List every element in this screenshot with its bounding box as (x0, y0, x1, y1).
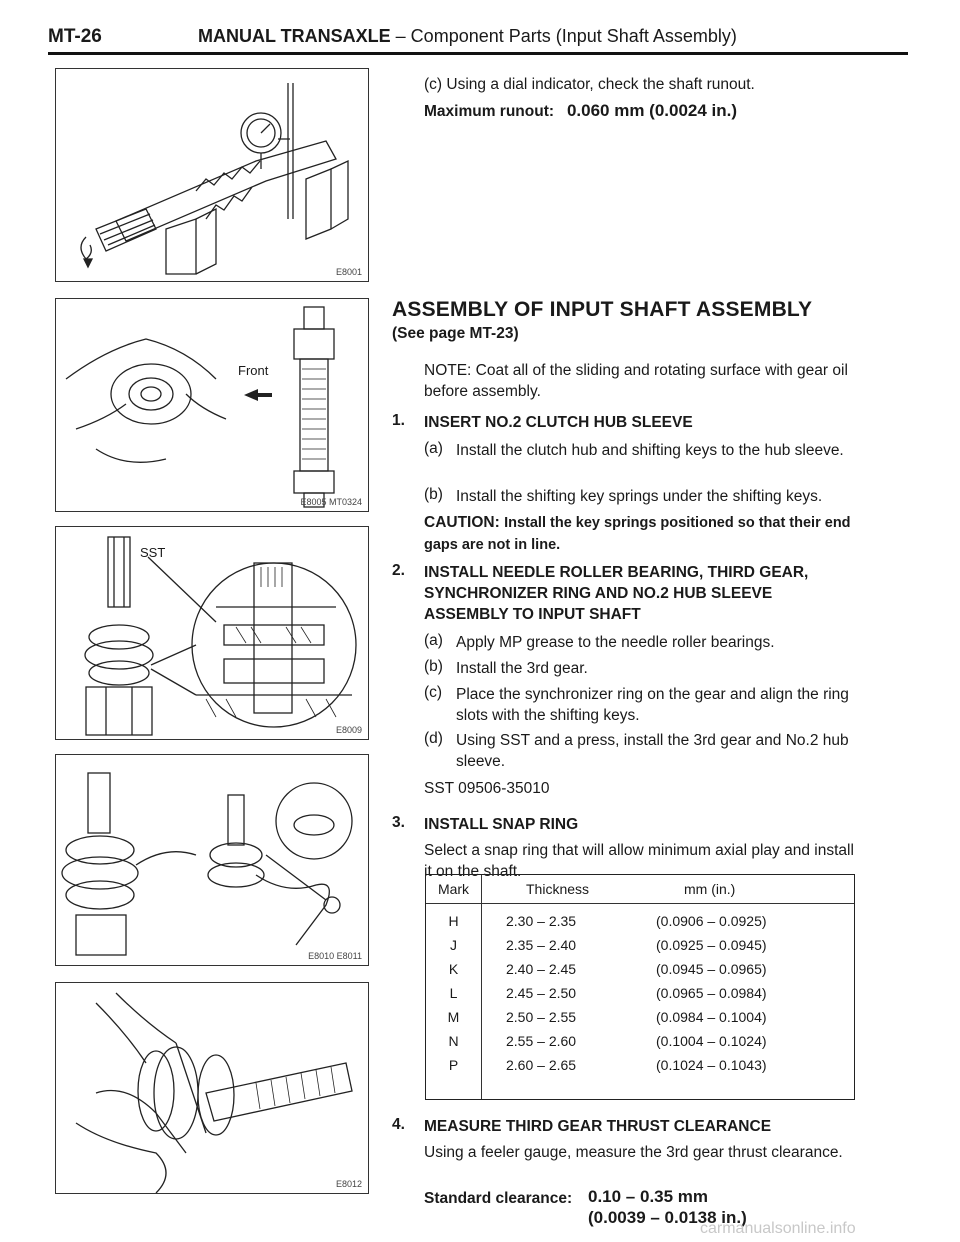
figure-code: E8009 (335, 725, 362, 735)
figure-runout-check (55, 68, 369, 282)
row-thickness-in: (0.0925 – 0.0945) (656, 937, 767, 953)
step-1b-label: (b) (424, 486, 443, 503)
watermark: carmanualsonline.info (700, 1220, 856, 1237)
section-note: NOTE: Coat all of the sliding and rotating surface with gear oil before assembly. (424, 362, 848, 400)
step-1-number: 1. (392, 412, 405, 429)
table-row (426, 1057, 854, 1077)
row-thickness-in: (0.1024 – 0.1043) (656, 1057, 767, 1073)
row-mark: H (448, 913, 459, 929)
step-3-title: INSTALL SNAP RING (424, 816, 579, 833)
feeler-gauge-illustration (56, 983, 368, 1193)
figure-code: E8012 (335, 1179, 362, 1189)
row-thickness-in: (0.0984 – 0.1004) (656, 1009, 767, 1025)
step-1a-label: (a) (424, 440, 443, 457)
step-2d-text: Using SST and a press, install the 3rd gear and No.2 hub sleeve. (456, 732, 849, 770)
table-row (426, 961, 854, 981)
step-1-title: INSERT NO.2 CLUTCH HUB SLEEVE (424, 414, 693, 431)
table-header-unit: mm (in.) (684, 881, 736, 897)
header-title-bold: MANUAL TRANSAXLE (198, 26, 391, 46)
table-row (426, 937, 854, 957)
snap-ring-illustration (56, 755, 368, 965)
snap-ring-table (425, 874, 855, 1100)
step-2b-text: Install the 3rd gear. (456, 660, 588, 677)
step-2-title-line-1: INSTALL NEEDLE ROLLER BEARING, THIRD GEAR, (424, 564, 809, 581)
row-thickness-mm: 2.45 – 2.50 (506, 985, 577, 1001)
step-2a-text: Apply MP grease to the needle roller bearings. (456, 634, 775, 651)
row-thickness-mm: 2.55 – 2.60 (506, 1033, 577, 1049)
hub-sleeve-illustration (56, 299, 368, 511)
page-header (48, 22, 908, 55)
step-4-spec-label: Standard clearance: (424, 1190, 573, 1207)
row-thickness-in: (0.0906 – 0.0925) (656, 913, 767, 929)
table-header-mark: Mark (437, 881, 470, 897)
table-row (426, 985, 854, 1005)
row-mark: M (447, 1009, 460, 1025)
step-2-title-line-3: ASSEMBLY TO INPUT SHAFT (424, 606, 641, 623)
runout-step: (c) Using a dial indicator, check the shaft runout. (424, 76, 755, 93)
runout-spec-value: 0.060 mm (0.0024 in.) (566, 101, 738, 120)
arrow-left-icon (244, 389, 272, 401)
header-title-rest: – Component Parts (Input Shaft Assembly) (390, 26, 737, 46)
caution-label: CAUTION: (424, 514, 500, 531)
step-2-title-line-2: SYNCHRONIZER RING AND NO.2 HUB SLEEVE (424, 585, 773, 602)
section-subtitle: (See page MT-23) (392, 325, 519, 342)
step-1-caution (424, 512, 864, 556)
step-3-number: 3. (392, 814, 405, 831)
row-mark: P (448, 1057, 459, 1073)
figure-code: E8005 MT0324 (300, 497, 362, 507)
step-3-text: Select a snap ring that will allow minimum axial play and install it on the shaft. (424, 842, 854, 880)
table-row (426, 1009, 854, 1029)
step-1b-text: Install the shifting key springs under the shifting keys. (456, 488, 823, 505)
runout-spec (424, 100, 737, 122)
figure-press-sst (55, 526, 369, 740)
row-thickness-mm: 2.30 – 2.35 (506, 913, 577, 929)
step-4-spec-value-2: (0.0039 – 0.0138 in.) (588, 1208, 747, 1227)
row-mark: L (449, 985, 458, 1001)
figure-snap-ring (55, 754, 369, 966)
step-4-title: MEASURE THIRD GEAR THRUST CLEARANCE (424, 1118, 772, 1135)
step-1a-text: Install the clutch hub and shifting keys to the hub sleeve. (456, 442, 844, 459)
table-row (426, 913, 854, 933)
row-mark: J (450, 937, 457, 953)
header-title (198, 26, 737, 47)
section-title: ASSEMBLY OF INPUT SHAFT ASSEMBLY (392, 298, 813, 321)
figure-hub-sleeve (55, 298, 369, 512)
figure-feeler-gauge (55, 982, 369, 1194)
step-2-number: 2. (392, 562, 405, 579)
step-2a-label: (a) (424, 632, 443, 649)
row-thickness-mm: 2.35 – 2.40 (506, 937, 577, 953)
step-4-number: 4. (392, 1116, 405, 1133)
figure-code: E8010 E8011 (308, 951, 362, 961)
runout-spec-label: Maximum runout: (424, 103, 555, 120)
row-thickness-in: (0.1004 – 0.1024) (656, 1033, 767, 1049)
caution-text: Install the key springs positioned so that their end gaps are not in line. (424, 515, 851, 553)
row-thickness-in: (0.0945 – 0.0965) (656, 961, 767, 977)
row-thickness-in: (0.0965 – 0.0984) (656, 985, 767, 1001)
step-2b-label: (b) (424, 658, 443, 675)
step-2-sst: SST 09506-35010 (424, 780, 550, 797)
figure-code: E8001 (335, 267, 362, 277)
step-2c-label: (c) (424, 684, 443, 701)
step-2d-label: (d) (424, 730, 443, 747)
table-header-divider (426, 903, 854, 904)
row-mark: K (448, 961, 459, 977)
row-thickness-mm: 2.50 – 2.55 (506, 1009, 577, 1025)
runout-illustration (56, 69, 368, 281)
step-4-spec-value-1: 0.10 – 0.35 mm (588, 1187, 709, 1206)
table-header-thickness: Thickness (526, 881, 590, 897)
step-2c-text: Place the synchronizer ring on the gear and align the ring slots with the shifting keys. (456, 686, 849, 724)
table-row (426, 1033, 854, 1053)
row-thickness-mm: 2.60 – 2.65 (506, 1057, 577, 1073)
row-mark: N (448, 1033, 459, 1049)
page-number: MT-26 (48, 26, 102, 47)
step-4-text: Using a feeler gauge, measure the 3rd gear thrust clearance. (424, 1144, 843, 1161)
sst-label: SST (140, 545, 166, 560)
front-label: Front (238, 363, 269, 378)
press-illustration (56, 527, 368, 739)
row-thickness-mm: 2.40 – 2.45 (506, 961, 577, 977)
